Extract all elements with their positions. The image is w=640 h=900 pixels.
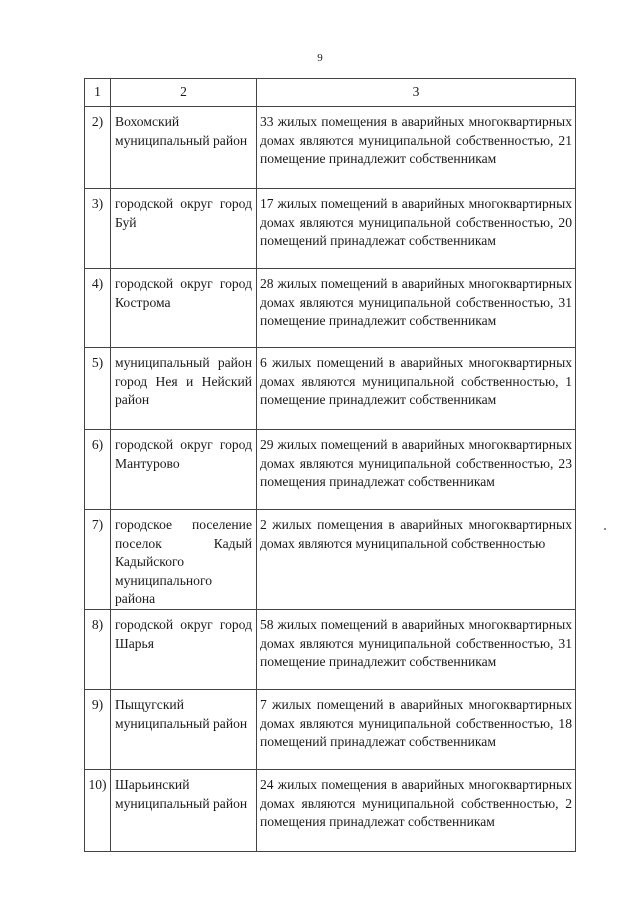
table-row [85,348,576,430]
column-header-2: 2 [111,79,257,107]
column-header-3: 3 [257,79,576,107]
district-name: городской округ город Кострома [111,269,257,348]
district-name: Шарьинский муниципальный район [111,769,257,851]
row-number: 5) [85,348,111,430]
housing-status: 33 жилых помещения в аварийных многоквартирных домах являются муниципальной собственностью, 21 помещение принадлежит собственникам [257,107,576,189]
housing-status: 24 жилых помещения в аварийных многоквартирных домах являются муниципальной собственностью, 2 помещения принадлежат собственникам [257,769,576,851]
column-header-1: 1 [85,79,111,107]
table-row [85,769,576,851]
district-name: городской округ город Мантурово [111,430,257,510]
row-number: 7) [85,510,111,610]
housing-status: 17 жилых помещений в аварийных многоквартирных домах являются муниципальной собственностью, 20 помещений принадлежат собственникам [257,189,576,269]
district-name: муниципальный район город Нея и Нейский район [111,348,257,430]
row-number: 6) [85,430,111,510]
table-row [85,269,576,348]
table-row [85,107,576,189]
housing-status: 7 жилых помещений в аварийных многоквартирных домах являются муниципальной собственностью, 18 помещений принадлежат собственникам [257,689,576,769]
table-header-row [85,79,576,107]
table-row [85,510,576,610]
row-number: 3) [85,189,111,269]
district-name: Пыщугский муниципальный район [111,689,257,769]
housing-status: 58 жилых помещений в аварийных многоквартирных домах являются муниципальной собственностью, 31 помещение принадлежит собственникам [257,609,576,689]
row-number: 10) [85,769,111,851]
table-row [85,189,576,269]
table-row [85,689,576,769]
district-name: Вохомский муниципальный район [111,107,257,189]
municipal-housing-table [84,78,576,852]
row-number: 2) [85,107,111,189]
housing-status: 6 жилых помещений в аварийных многоквартирных домах являются муниципальной собственностью, 1 помещение принадлежит собственникам [257,348,576,430]
scan-speck [604,528,606,530]
district-name: городской округ город Буй [111,189,257,269]
row-number: 8) [85,609,111,689]
housing-status: 29 жилых помещений в аварийных многоквартирных домах являются муниципальной собственностью, 23 помещения принадлежат собственникам [257,430,576,510]
page-number: 9 [317,52,323,64]
table-row [85,430,576,510]
row-number: 4) [85,269,111,348]
table-row [85,609,576,689]
row-number: 9) [85,689,111,769]
district-name: городской округ город Шарья [111,609,257,689]
district-name: городское поселение поселок Кадый Кадыйского муниципального района [111,510,257,610]
housing-status: 2 жилых помещения в аварийных многоквартирных домах являются муниципальной собственностью [257,510,576,610]
housing-status: 28 жилых помещений в аварийных многоквартирных домах являются муниципальной собственностью, 31 помещение принадлежит собственникам [257,269,576,348]
